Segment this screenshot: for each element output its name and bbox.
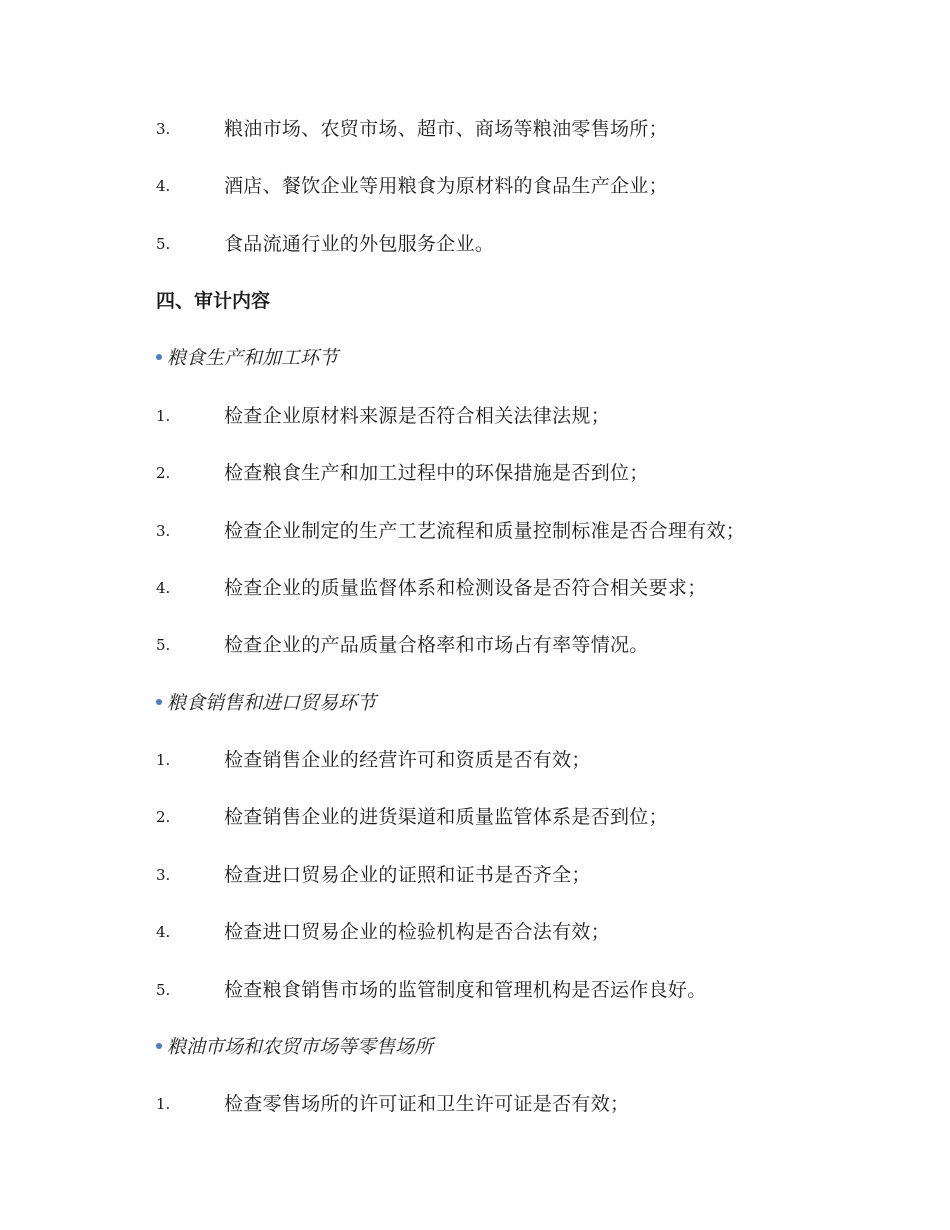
- list-item-text: 检查销售企业的经营许可和资质是否有效；: [224, 749, 591, 771]
- list-item-number: 3.: [156, 522, 171, 540]
- list-item-text: 食品流通行业的外包服务企业。: [224, 233, 495, 255]
- list-item: [156, 457, 890, 489]
- bullet-dot-icon: [156, 1043, 162, 1049]
- list-item-text: 检查企业原材料来源是否符合相关法律法规；: [224, 405, 611, 427]
- list-item-text: 检查进口贸易企业的检验机构是否合法有效；: [224, 921, 611, 943]
- list-item-number: 1.: [156, 407, 171, 425]
- list-item-number: 3.: [156, 120, 171, 138]
- list-item: [156, 916, 890, 948]
- subsection-heading: [156, 342, 338, 374]
- list-item-number: 3.: [156, 866, 171, 884]
- list-item: [156, 859, 890, 891]
- list-item-number: 2.: [156, 808, 171, 826]
- list-item: [156, 400, 890, 432]
- subsection-heading: [156, 687, 376, 719]
- list-item-text: 检查进口贸易企业的证照和证书是否齐全；: [224, 864, 591, 886]
- list-item: [156, 744, 890, 776]
- subsection-title: 粮食销售和进口贸易环节: [167, 692, 377, 714]
- list-item: [156, 113, 890, 145]
- list-item: [156, 572, 890, 604]
- list-item-number: 5.: [156, 981, 171, 999]
- list-item-text: 粮油市场、农贸市场、超市、商场等粮油零售场所；: [224, 118, 668, 140]
- list-item-text: 检查企业的质量监督体系和检测设备是否符合相关要求；: [224, 577, 707, 599]
- list-item-text: 检查零售场所的许可证和卫生许可证是否有效；: [224, 1093, 630, 1115]
- list-item-number: 4.: [156, 177, 171, 195]
- subsection-title: 粮油市场和农贸市场等零售场所: [167, 1036, 434, 1058]
- list-item: [156, 974, 890, 1006]
- list-item: [156, 629, 890, 661]
- list-item-text: 检查粮食生产和加工过程中的环保措施是否到位；: [224, 462, 649, 484]
- list-item-number: 5.: [156, 235, 171, 253]
- subsection-title: 粮食生产和加工环节: [167, 347, 339, 369]
- list-item: [156, 170, 890, 202]
- list-item-number: 1.: [156, 1095, 171, 1113]
- list-item: [156, 228, 890, 260]
- list-item-number: 2.: [156, 464, 171, 482]
- list-item-text: 酒店、餐饮企业等用粮食为原材料的食品生产企业；: [224, 175, 668, 197]
- list-item-number: 5.: [156, 636, 171, 654]
- list-item-number: 1.: [156, 751, 171, 769]
- bullet-dot-icon: [156, 354, 162, 360]
- list-item-text: 检查企业的产品质量合格率和市场占有率等情况。: [224, 634, 649, 656]
- list-item: [156, 801, 890, 833]
- section-heading: 四、审计内容: [156, 290, 271, 312]
- list-item-number: 4.: [156, 579, 171, 597]
- list-item: [156, 1088, 890, 1120]
- list-item-number: 4.: [156, 923, 171, 941]
- subsection-heading: [156, 1031, 433, 1063]
- list-item-text: 检查粮食销售市场的监管制度和管理机构是否运作良好。: [224, 979, 707, 1001]
- list-item: [156, 515, 890, 547]
- list-item-text: 检查企业制定的生产工艺流程和质量控制标准是否合理有效；: [224, 520, 746, 542]
- bullet-dot-icon: [156, 699, 162, 705]
- list-item-text: 检查销售企业的进货渠道和质量监管体系是否到位；: [224, 806, 668, 828]
